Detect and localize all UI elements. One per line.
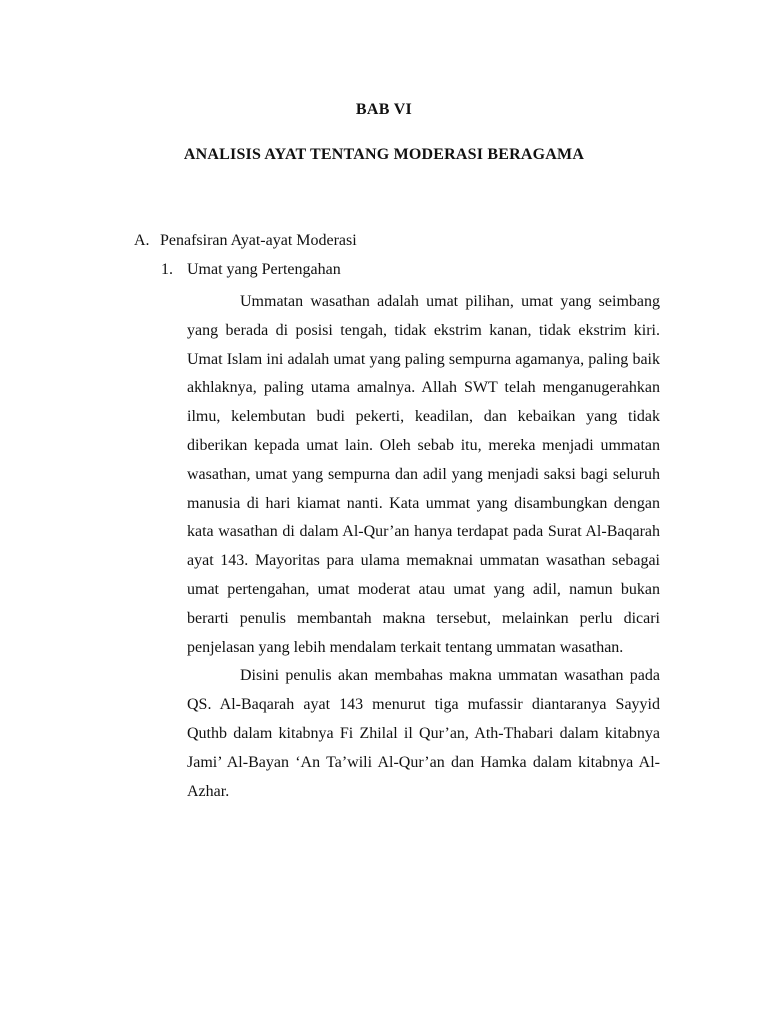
subsection-title: Umat yang Pertengahan [187, 261, 341, 278]
section-heading [134, 232, 357, 250]
subsection-heading [161, 261, 341, 279]
chapter-label: BAB VI [355, 101, 413, 118]
paragraph: Disini penulis akan membahas makna ummatan wasathan pada QS. Al-Baqarah ayat 143 menurut tiga mufassir diantaranya Sayyid Quthb dalam kitabnya Fi Zhilal il Qur’an, Ath-Thabari dalam kitabnya Jami’ Al-Bayan ‘An Ta’wili Al-Qur’an dan Hamka dalam kitabnya Al-Azhar. [187, 667, 660, 800]
paragraph: Ummatan wasathan adalah umat pilihan, umat yang seimbang yang berada di posisi tengah, tidak ekstrim kanan, tidak ekstrim kiri. Umat Islam ini adalah umat yang paling sempurna agamanya, paling baik akhlaknya, paling utama amalnya. Allah SWT telah menganugerahkan ilmu, kelembutan budi pekerti, keadilan, dan kebaikan yang tidak diberikan kepada umat lain. Oleh sebab itu, mereka menjadi ummatan wasathan, umat yang sempurna dan adil yang menjadi saksi bagi seluruh manusia di hari kiamat nanti. Kata ummat yang disambungkan dengan kata wasathan di dalam Al-Qur’an hanya terdapat pada Surat Al-Baqarah ayat 143. Mayoritas para ulama memaknai ummatan wasathan sebagai umat pertengahan, umat moderat atau umat yang adil, namun bukan berarti penulis membantah makna tersebut, melainkan perlu dicari penjelasan yang lebih mendalam terkait tentang ummatan wasathan. [187, 293, 660, 656]
section-title: Penafsiran Ayat-ayat Moderasi [160, 232, 357, 249]
body-text [187, 288, 660, 806]
section-marker: A. [134, 232, 150, 249]
chapter-title: ANALISIS AYAT TENTANG MODERASI BERAGAMA [183, 146, 585, 163]
subsection-marker: 1. [161, 261, 173, 278]
